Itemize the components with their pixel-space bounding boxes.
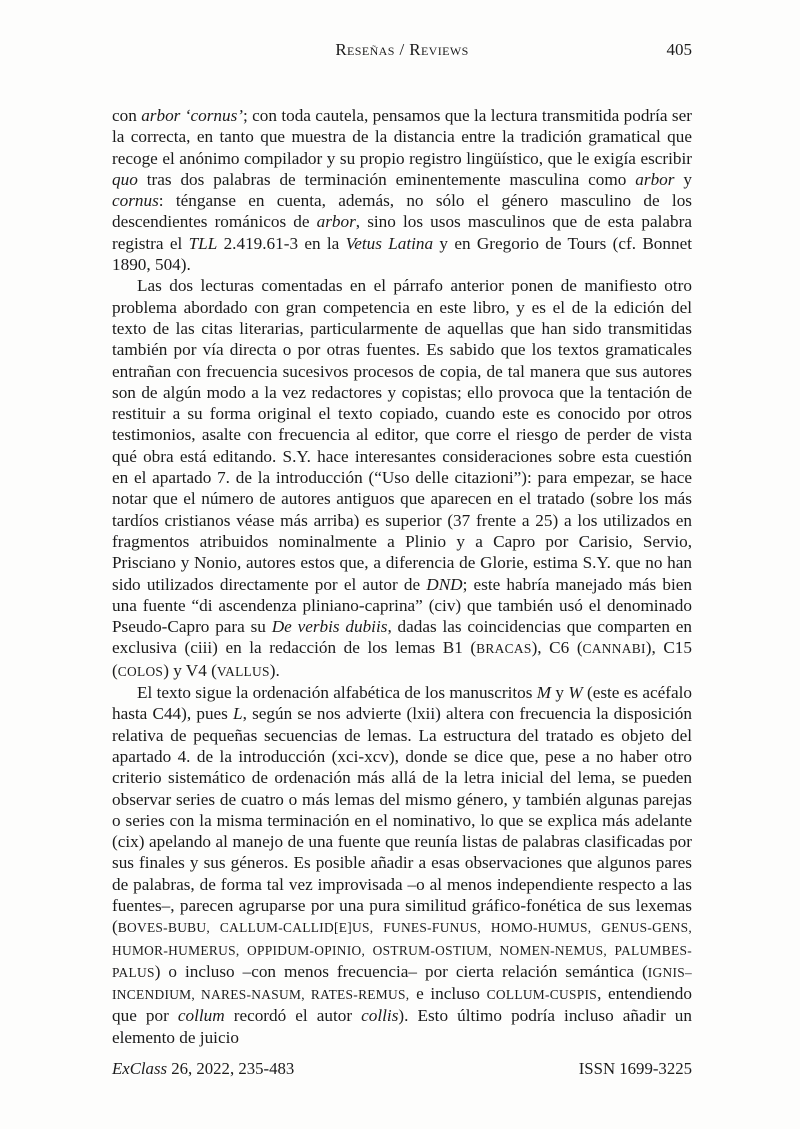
issn: ISSN 1699-3225 [578,1059,692,1078]
text-run: COLOS [117,663,164,679]
paragraph [112,275,692,682]
text-run: ). Esto último podría incluso añadir un elemento de juicio [112,1006,692,1047]
text-run: IGNIS–INCENDIUM, NARES-NASUM, RATES-REMUS, [112,964,692,1003]
text-run: COLLUM-CUSPIS [486,987,598,1003]
text-run: ), C6 ( [531,638,583,658]
page-header [112,40,692,64]
text-run: M [536,683,552,703]
text-run: , según se nos advierte (lxii) altera con frecuencia la disposición relativa de pequeñas secuencias de lemas. La estructura del tratado es objeto del apartado 4. de la introducción (xci-xcv), donde se dice que, pese a no haber otro criterio sistemático de ordenación más allá de la letra inicial del lema, se pueden observar series de cuatro o más lemas del mismo género, y también algunas parejas o series con la misma terminación en el nominativo, lo que se explica más adelante (cix) apelando al manejo de una fuente que reunía listas de palabras clasificadas por sus finales y sus géneros. Es posible añadir a esas observaciones que algunos pares de palabras, de forma tal vez improvisada –o al menos independiente respecto a las fuentes–, parecen agruparse por una pura similitud gráfico-fonética de sus lexemas ( [112,704,692,937]
paragraph [112,105,692,275]
journal-reference [112,1059,294,1079]
text-run: ; con toda cautela, pensamos que la lectura transmitida podría ser la correcta, en tanto que muestra de la distancia entre la tradición gramatical que recoge el anónimo compilador y su propio registro lingüístico, que le exigía escribir [112,106,692,168]
text-run: arbor [635,169,675,189]
text-run: con [112,106,142,125]
text-run: Vetus Latina [345,233,434,253]
text-run: y en Gregorio de Tours (cf. Bonnet 1890, 504). [112,233,692,275]
text-run: Las dos lecturas comentadas en el párrafo anterior ponen de manifiesto otro problema abordado con gran competencia en este libro, y es el de la edición del texto de las citas literarias, particularmente de aquellas que han sido transmitidas también por vía directa o por otras fuentes. Es sabido que los textos gramaticales entrañan con frecuencia sucesivos procesos de copia, de tal manera que sus autores son de algún modo a la vez redactores y copistas; ello provoca que la tentación de restituir a su forma original el texto copiado, cuando este es conocido por otros testimonios, asalte con frecuencia al editor, que corre el riesgo de perder de vista qué obra está editando. S.Y. hace interesantes consideraciones sobre esta cuestión en el apartado 7. de la introducción (“Uso delle citazioni”): para empezar, se hace notar que el número de autores antiguos que aparecen en el tratado (sobre los más tardíos cristianos véase más arriba) es superior (37 frente a 25) a los utilizados en fragmentos atribuidos nominalmente a Plinio y a Capro por Carisio, Servio, Prisciano y Nonio, autores estos que, a diferencia de Glorie, estima S.Y. que no han sido utilizados directamente por el autor de [112,276,692,594]
text-run: arbor [316,212,356,232]
text-run: , dadas las coincidencias que comparten en exclusiva (ciii) en la redacción de los lemas B1 ( [112,617,692,658]
text-run: arbor ‘cornus’ [141,106,243,125]
text-run: cornus [112,191,159,211]
text-run: BRACAS [476,641,532,657]
text-run: De verbis dubiis [271,617,388,637]
text-run: CANNABI [582,641,646,657]
text-run: , entendiendo que por [112,984,692,1026]
paragraph [112,682,692,1048]
text-run: , sino los usos masculinos que de esta palabra registra el [112,212,692,253]
page-footer [112,1059,692,1083]
text-run: quo [112,169,138,189]
journal-name: ExClass [112,1059,168,1078]
text-run: ; este habría manejado más bien una fuente “di ascendenza pliniano-caprina” (civ) que también usó el denominado Pseudo-Capro para su [112,574,692,637]
volume-info: 26, 2022, 235-483 [167,1059,295,1078]
text-run: L [233,704,243,724]
text-run: TLL [188,233,218,253]
text-run: ), C15 ( [112,638,692,680]
text-run: tras dos palabras de terminación eminentemente masculina como [137,169,636,189]
text-run: 2.419.61-3 en la [217,233,346,253]
text-run: y [674,169,692,189]
text-run: collis [361,1006,399,1026]
text-run: VALLUS [216,663,270,679]
text-run: BOVES-BUBU, CALLUM-CALLID[E]US, FUNES-FUNUS, HOMO-HUMUS, GENUS-GENS, HUMOR-HUMERUS, OPPIDUM-OPINIO, OSTRUM-OSTIUM, NOMEN-NEMUS, PALUMBES-PALUS [112,920,692,980]
text-run: recordó el autor [224,1006,362,1026]
text-run: ). [269,660,280,680]
text-run: collum [177,1006,225,1026]
running-title: Reseñas / Reviews [335,40,469,59]
text-run: El texto sigue la ordenación alfabética de los manuscritos [137,683,537,703]
text-run: DND [426,574,463,594]
page-number: 405 [666,40,692,59]
text-run: ) o incluso –con menos frecuencia– por cierta relación semántica ( [154,961,648,981]
text-run: y [551,683,569,703]
article-body [112,105,692,1048]
text-run: W [568,683,583,703]
text-run: (este es acéfalo hasta C44), pues [112,683,693,724]
text-run: ) y V4 ( [163,660,217,680]
text-run: e incluso [409,984,487,1004]
text-run: : ténganse en cuenta, además, no sólo el género masculino de los descendientes románicos de [112,191,692,232]
